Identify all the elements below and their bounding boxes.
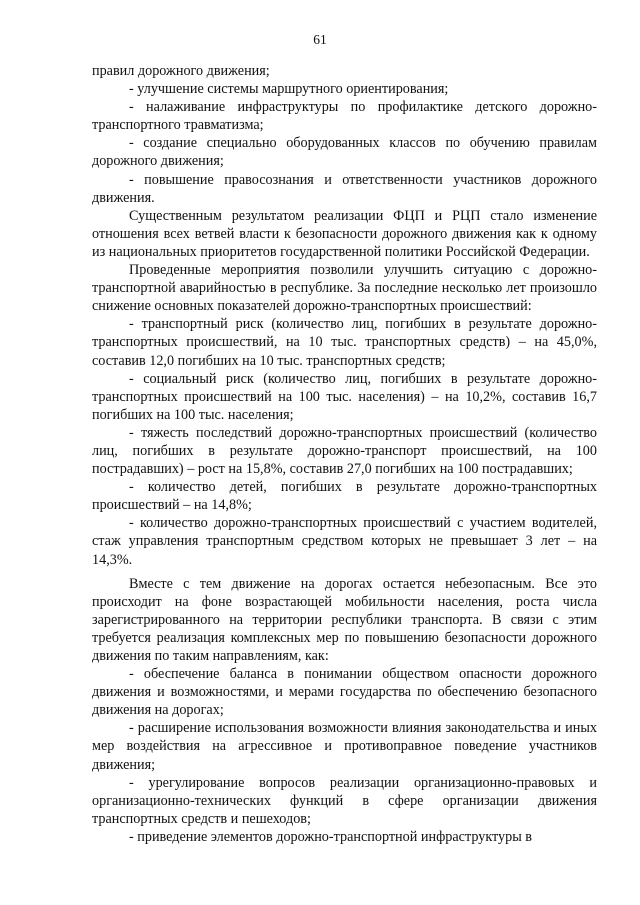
page-number: 61 [313, 32, 327, 47]
paragraph-continuation: правил дорожного движения; [92, 63, 270, 79]
list-item: - повышение правосознания и ответственности участников дорожного движения. [92, 171, 597, 206]
list-item: - социальный риск (количество лиц, погибших в результате дорожно-транспортных происшествий на 100 тыс. населения) – на 10,2%, составив 16,7 погибших на 100 тыс. населения; [92, 370, 597, 423]
list-item: - количество детей, погибших в результате дорожно-транспортных происшествий – на 14,8%; [92, 479, 597, 514]
paragraph: Вместе с тем движение на дорогах остается небезопасным. Все это происходит на фоне возрастающей мобильности населения, роста числа зарегистрированного на территории республики транспорта. В связи с этим требуется реализация комплексных мер по повышению безопасности дорожного движения по таким направлениям, как: [92, 575, 597, 664]
list-item: - количество дорожно-транспортных происшествий с участием водителей, стаж управления транспортным средством которых не превышает 3 лет – на 14,3%. [92, 515, 597, 568]
list-item: - урегулирование вопросов реализации организационно-правовых и организационно-технических функций в сфере организации движения транспортных средств и пешеходов; [92, 774, 597, 827]
list-item: - тяжесть последствий дорожно-транспортных происшествий (количество лиц, погибших в результате дорожно-транспорт происшествий, на 100 пострадавших) – рост на 15,8%, составив 27,0 погибших на 100 пострадавших; [92, 424, 597, 478]
paragraph: Проведенные мероприятия позволили улучшить ситуацию с дорожно-транспортной аварийностью в республике. За последние несколько лет произошло снижение основных показателей дорожно-транспортных происшествий: [92, 262, 597, 315]
list-item: - обеспечение баланса в понимании обществом опасности дорожного движения и возможностями, и мерами государства по обеспечению безопасного движения на дорогах; [92, 666, 597, 719]
document-body [92, 62, 597, 846]
list-item: - улучшение системы маршрутного ориентирования; [129, 81, 449, 98]
list-item: - расширение использования возможности влияния законодательства и иных мер воздействия на агрессивное и противоправное поведение участников движения; [92, 720, 597, 773]
paragraph: Существенным результатом реализации ФЦП и РЦП стало изменение отношения всех ветвей власти к безопасности дорожного движения как к одному из национальных приоритетов государственной политики Российской Федерации. [92, 207, 597, 260]
list-item: - приведение элементов дорожно-транспортной инфраструктуры в [129, 828, 533, 845]
list-item: - налаживание инфраструктуры по профилактике детского дорожно-транспортного травматизма; [92, 99, 597, 134]
list-item: - транспортный риск (количество лиц, погибших в результате дорожно-транспортных происшествий, на 10 тыс. транспортных средств) – на 45,0%, составив 12,0 погибших на 10 тыс. транспортных средств; [92, 316, 597, 369]
list-item: - создание специально оборудованных классов по обучению правилам дорожного движения; [92, 135, 597, 170]
